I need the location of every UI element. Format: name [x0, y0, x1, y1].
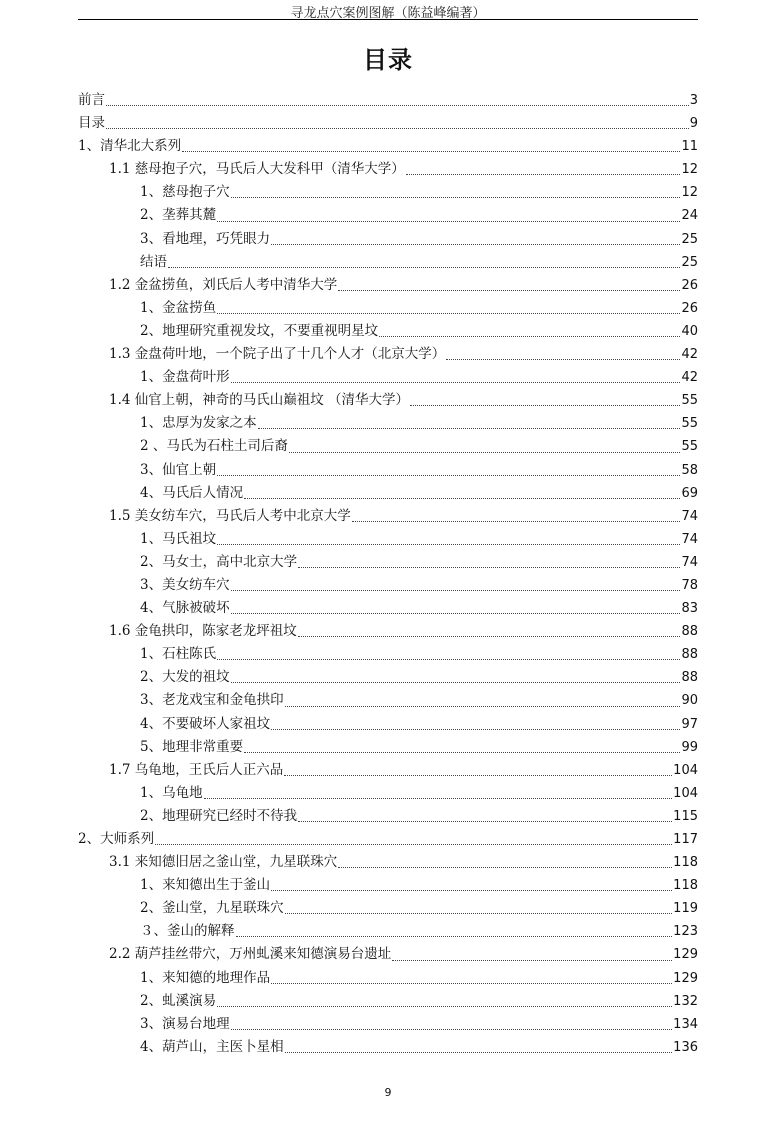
toc-entry-label: 2、地理研究已经时不待我: [140, 807, 298, 824]
toc-entry-page: 118: [673, 878, 698, 894]
toc-entry-page: 97: [681, 716, 698, 732]
toc-entry-page: 74: [681, 508, 698, 524]
toc-entry-page: 40: [681, 323, 698, 339]
toc-entry[interactable]: [78, 251, 698, 274]
toc-entry-page: 88: [681, 624, 698, 640]
toc-entry-label: 2、马女士，高中北京大学: [140, 553, 298, 570]
toc-entry-page: 74: [681, 554, 698, 570]
toc-entry-label: 1.3 金盘荷叶地，一个院子出了十几个人才（北京大学）: [109, 346, 446, 363]
toc-entry-page: 104: [673, 785, 698, 801]
toc-entry[interactable]: [78, 666, 698, 689]
toc-entry[interactable]: [78, 643, 698, 666]
toc-entry-label: 1、金盘荷叶形: [140, 369, 230, 386]
toc-entry-label: 目录: [78, 115, 105, 132]
toc-dot-leader: [338, 290, 680, 291]
toc-dot-leader: [285, 706, 681, 707]
toc-entry-label: 3、仙官上朝: [140, 461, 217, 478]
toc-entry-label: 1、金盆捞鱼: [140, 299, 217, 316]
toc-entry-page: 117: [673, 832, 698, 847]
toc-dot-leader: [217, 1006, 672, 1007]
toc-dot-leader: [168, 267, 680, 268]
toc-entry[interactable]: [78, 551, 698, 574]
toc-entry-label: 1、石柱陈氏: [140, 646, 217, 663]
toc-dot-leader: [217, 475, 680, 476]
toc-entry[interactable]: [78, 435, 698, 458]
toc-dot-leader: [285, 913, 673, 914]
toc-dot-leader: [231, 590, 681, 591]
toc-entry-page: 12: [681, 162, 698, 178]
toc-entry-page: 58: [681, 462, 698, 478]
toc-dot-leader: [271, 890, 672, 891]
toc-entry-page: 90: [681, 693, 698, 709]
toc-entry-page: 55: [681, 439, 698, 455]
toc-dot-leader: [271, 244, 680, 245]
toc-entry-label: 5、地理非常重要: [140, 738, 244, 755]
toc-entry[interactable]: [78, 528, 698, 551]
toc-entry[interactable]: [78, 459, 698, 482]
toc-entry-label: 1、忠厚为发家之本: [140, 415, 257, 432]
toc-entry[interactable]: [78, 135, 698, 158]
running-header: 寻龙点穴案例图解（陈益峰编著）: [290, 6, 486, 21]
toc-entry-page: 3: [689, 93, 698, 108]
toc-entry-label: 1、马氏祖坟: [140, 530, 217, 547]
toc-entry-page: 12: [681, 185, 698, 201]
toc-entry[interactable]: [78, 736, 698, 759]
toc-entry[interactable]: [78, 412, 698, 435]
toc-dot-leader: [244, 498, 680, 499]
toc-entry[interactable]: [78, 920, 698, 943]
toc-entry[interactable]: [78, 713, 698, 736]
toc-dot-leader: [231, 382, 681, 383]
toc-dot-leader: [446, 359, 680, 360]
toc-entry[interactable]: [78, 181, 698, 204]
toc-entry[interactable]: [78, 297, 698, 320]
page-title: 目录: [363, 46, 413, 74]
toc-entry-label: 1.5 美女纺车穴，马氏后人考中北京大学: [109, 507, 351, 524]
toc-entry-label: 结语: [140, 253, 167, 270]
toc-entry-label: 2、虬溪演易: [140, 992, 217, 1009]
toc-dot-leader: [338, 867, 672, 868]
toc-entry-page: 69: [681, 485, 698, 501]
toc-entry-label: 1、慈母抱子穴: [140, 184, 230, 201]
toc-entry-label: 2、大发的祖坟: [140, 669, 230, 686]
table-of-contents: [78, 89, 698, 1059]
toc-entry-label: 1.6 金龟拱印，陈家老龙坪祖坟: [109, 623, 297, 640]
toc-entry-label: 4、葫芦山，主医卜星相: [140, 1038, 284, 1055]
toc-entry-page: 25: [681, 254, 698, 270]
toc-dot-leader: [284, 775, 672, 776]
header-rule: [78, 19, 698, 20]
toc-entry[interactable]: [78, 874, 698, 897]
toc-entry-label: 2、釜山堂，九星联珠穴: [140, 900, 284, 917]
toc-entry-label: 2、地理研究重视发坟，不要重视明星坟: [140, 322, 379, 339]
toc-dot-leader: [258, 428, 681, 429]
toc-dot-leader: [289, 452, 681, 453]
toc-entry[interactable]: [78, 274, 698, 297]
toc-entry-page: 55: [681, 393, 698, 409]
toc-dot-leader: [231, 613, 681, 614]
toc-entry[interactable]: [78, 943, 698, 966]
toc-entry[interactable]: [78, 574, 698, 597]
toc-entry-page: 88: [681, 647, 698, 663]
toc-entry[interactable]: [78, 112, 698, 135]
toc-entry-page: 26: [681, 300, 698, 316]
toc-dot-leader: [392, 960, 672, 961]
page-number: 9: [384, 1086, 392, 1099]
toc-entry[interactable]: [78, 897, 698, 920]
toc-entry-label: 1、乌龟地: [140, 784, 203, 801]
toc-dot-leader: [285, 1052, 673, 1053]
toc-dot-leader: [244, 752, 680, 753]
toc-entry[interactable]: [78, 343, 698, 366]
toc-entry-page: 25: [681, 231, 698, 247]
toc-dot-leader: [217, 313, 680, 314]
toc-entry-label: 2 、马氏为石柱土司后裔: [140, 438, 288, 455]
toc-dot-leader: [271, 983, 672, 984]
toc-entry-label: 4、气脉被破坏: [140, 600, 230, 617]
toc-entry-label: 前言: [78, 92, 105, 108]
toc-entry-label: 1.1 慈母抱子穴，马氏后人大发科甲（清华大学）: [109, 161, 405, 178]
toc-entry[interactable]: [78, 851, 698, 874]
toc-entry-page: 104: [673, 762, 698, 778]
toc-entry-page: 123: [673, 924, 698, 940]
toc-entry-page: 55: [681, 416, 698, 432]
toc-entry[interactable]: [78, 967, 698, 990]
toc-entry[interactable]: [78, 1013, 698, 1036]
toc-dot-leader: [182, 151, 680, 152]
toc-entry-page: 42: [681, 370, 698, 386]
toc-entry-page: 129: [673, 947, 698, 963]
toc-entry-label: 1.7 乌龟地，王氏后人正六品: [109, 761, 284, 778]
toc-entry-label: 1、来知德的地理作品: [140, 969, 271, 986]
toc-entry-label: 2.2 葫芦挂丝带穴，万州虬溪来知德演易台遗址: [109, 946, 392, 963]
toc-entry[interactable]: [78, 89, 698, 112]
toc-dot-leader: [231, 682, 681, 683]
toc-dot-leader: [217, 221, 680, 222]
toc-entry-page: 11: [681, 139, 698, 155]
toc-entry[interactable]: [78, 1036, 698, 1059]
toc-dot-leader: [406, 174, 681, 175]
toc-entry-page: 129: [673, 970, 698, 986]
toc-entry[interactable]: [78, 505, 698, 528]
toc-entry[interactable]: [78, 782, 698, 805]
toc-entry[interactable]: [78, 759, 698, 782]
toc-entry-label: 1.2 金盆捞鱼，刘氏后人考中清华大学: [109, 276, 338, 293]
toc-entry-page: 74: [681, 531, 698, 547]
toc-entry-label: 1、清华北大系列: [78, 138, 182, 155]
toc-dot-leader: [231, 1029, 673, 1030]
toc-entry[interactable]: [78, 620, 698, 643]
toc-entry[interactable]: [78, 389, 698, 412]
toc-entry-label: 3、美女纺车穴: [140, 576, 230, 593]
toc-entry-label: 3.1 来知德旧居之釜山堂，九星联珠穴: [109, 854, 338, 871]
toc-entry[interactable]: [78, 204, 698, 227]
toc-entry-label: ３、釜山的解释: [140, 923, 235, 940]
toc-dot-leader: [106, 128, 689, 129]
toc-entry[interactable]: [78, 482, 698, 505]
toc-dot-leader: [106, 105, 689, 106]
toc-entry-page: 136: [673, 1039, 698, 1055]
toc-entry-label: 1.4 仙官上朝，神奇的马氏山巅祖坟 （清华大学）: [109, 392, 410, 409]
toc-entry-page: 26: [681, 277, 698, 293]
toc-entry-page: 83: [681, 601, 698, 617]
toc-entry-page: 24: [681, 208, 698, 224]
toc-entry-page: 42: [681, 347, 698, 363]
toc-entry-label: 4、马氏后人情况: [140, 484, 244, 501]
toc-entry-page: 132: [673, 993, 698, 1009]
toc-dot-leader: [204, 798, 673, 799]
toc-dot-leader: [410, 405, 680, 406]
toc-entry[interactable]: [78, 990, 698, 1013]
toc-entry-label: 1、来知德出生于釜山: [140, 877, 271, 894]
toc-dot-leader: [231, 197, 681, 198]
toc-entry-label: 2、大师系列: [78, 831, 155, 847]
toc-entry-label: 4、不要破坏人家祖坟: [140, 715, 271, 732]
toc-entry-page: 78: [681, 577, 698, 593]
toc-dot-leader: [298, 636, 681, 637]
toc-entry-page: 99: [681, 739, 698, 755]
toc-dot-leader: [236, 936, 673, 937]
toc-entry-label: 3、老龙戏宝和金龟拱印: [140, 692, 284, 709]
toc-entry-page: 118: [673, 855, 698, 871]
toc-entry-label: 3、看地理，巧凭眼力: [140, 230, 271, 247]
toc-entry[interactable]: [78, 158, 698, 181]
toc-entry[interactable]: [78, 689, 698, 712]
toc-dot-leader: [155, 844, 672, 845]
toc-entry[interactable]: [78, 320, 698, 343]
toc-entry-page: 119: [673, 901, 698, 917]
toc-dot-leader: [352, 521, 681, 522]
toc-entry-page: 88: [681, 670, 698, 686]
toc-entry-page: 115: [673, 808, 698, 824]
toc-entry-label: 3、演易台地理: [140, 1015, 230, 1032]
toc-entry-page: 134: [673, 1016, 698, 1032]
toc-entry[interactable]: [78, 228, 698, 251]
toc-dot-leader: [217, 544, 680, 545]
toc-dot-leader: [271, 729, 680, 730]
toc-entry-label: 2、垄葬其麓: [140, 207, 217, 224]
toc-entry[interactable]: [78, 805, 698, 828]
toc-dot-leader: [298, 821, 672, 822]
toc-entry[interactable]: [78, 366, 698, 389]
toc-entry[interactable]: [78, 828, 698, 851]
toc-entry[interactable]: [78, 597, 698, 620]
toc-dot-leader: [298, 567, 680, 568]
toc-dot-leader: [379, 336, 680, 337]
toc-dot-leader: [217, 659, 680, 660]
toc-entry-page: 9: [689, 116, 698, 132]
